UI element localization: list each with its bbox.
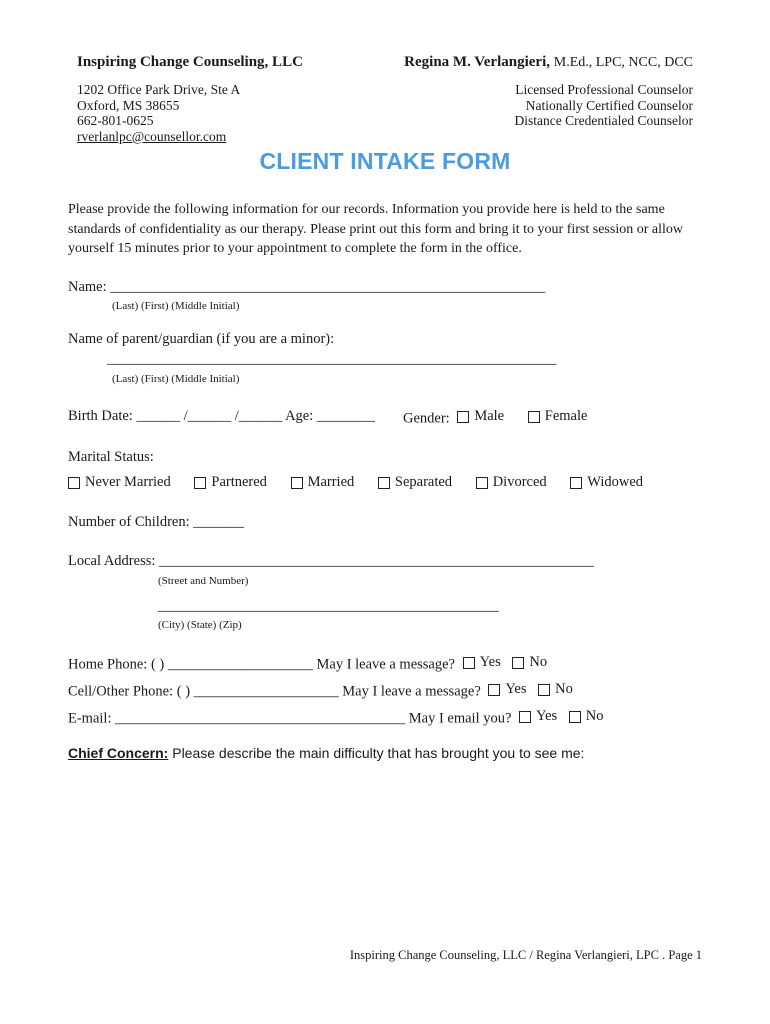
- address-city-field[interactable]: _______________________________________________: [158, 598, 499, 614]
- marital-partnered[interactable]: Partnered: [194, 474, 267, 491]
- marital-separated[interactable]: Separated: [378, 474, 452, 491]
- title-dcc: Distance Credentialed Counselor: [514, 113, 693, 128]
- email-field[interactable]: E-mail: ________________________________________ May I email you?: [68, 710, 512, 727]
- checkbox-home-no[interactable]: [512, 657, 524, 669]
- chief-concern-prompt: Please describe the main difficulty that has brought you to see me:: [168, 745, 585, 761]
- address-hint-city: (City) (State) (Zip): [158, 619, 242, 631]
- chief-concern: [68, 745, 584, 761]
- checkbox-email-yes[interactable]: [519, 711, 531, 723]
- chief-concern-title: Chief Concern:: [68, 745, 169, 761]
- cell-message-no[interactable]: No: [538, 681, 573, 698]
- checkbox-female[interactable]: [528, 411, 540, 423]
- home-phone-field[interactable]: Home Phone: ( ) ____________________ May I leave a message?: [68, 656, 455, 673]
- guardian-hint: (Last) (First) (Middle Initial): [112, 373, 240, 385]
- checkbox-never-married[interactable]: [68, 477, 80, 489]
- home-message-no[interactable]: No: [512, 654, 547, 671]
- name-hint: (Last) (First) (Middle Initial): [112, 300, 240, 312]
- cell-phone-row: [68, 681, 593, 701]
- checkbox-divorced[interactable]: [476, 477, 488, 489]
- email-yes[interactable]: Yes: [519, 708, 557, 725]
- checkbox-male[interactable]: [457, 411, 469, 423]
- title-lpc: Licensed Professional Counselor: [515, 82, 693, 97]
- cell-message-yes[interactable]: Yes: [488, 681, 526, 698]
- company-name: Inspiring Change Counseling, LLC: [77, 54, 303, 70]
- checkbox-email-no[interactable]: [569, 711, 581, 723]
- marital-label: Marital Status:: [68, 449, 154, 465]
- email-no[interactable]: No: [569, 708, 604, 725]
- email-link[interactable]: rverlanlpc@counsellor.com: [77, 128, 227, 144]
- title-ncc: Nationally Certified Counselor: [525, 97, 693, 113]
- checkbox-married[interactable]: [291, 477, 303, 489]
- guardian-label: Name of parent/guardian (if you are a minor):: [68, 331, 335, 347]
- checkbox-cell-no[interactable]: [538, 684, 550, 696]
- intro-paragraph: Please provide the following information for our records. Information you provide here is held to the same standards of confidentiality as our therapy. Please print out this form and bring it to your first session or allow yourself 15 minutes prior to your appointment to complete the form in the office.: [68, 202, 683, 256]
- home-message-yes[interactable]: Yes: [463, 654, 501, 671]
- gender-female-option[interactable]: Female: [528, 408, 588, 425]
- counselor-credentials: M.Ed., LPC, NCC, DCC: [553, 55, 693, 70]
- company-contact: [77, 82, 240, 144]
- marital-married[interactable]: Married: [291, 474, 355, 491]
- checkbox-separated[interactable]: [378, 477, 390, 489]
- gender-group: [403, 408, 607, 428]
- phone-number: 662-801-0625: [77, 113, 154, 128]
- gender-label: Gender:: [403, 410, 450, 427]
- guardian-field[interactable]: ______________________________________________________________: [107, 351, 557, 367]
- address-line-1: 1202 Office Park Drive, Ste A: [77, 82, 241, 97]
- counselor-heading: [404, 54, 693, 71]
- birth-age-field[interactable]: Birth Date: ______ /______ /______ Age: ________: [68, 408, 375, 424]
- page-footer: Inspiring Change Counseling, LLC / Regina Verlangieri, LPC . Page 1: [349, 948, 702, 962]
- marital-divorced[interactable]: Divorced: [476, 474, 547, 491]
- name-field[interactable]: Name: ____________________________________________________________: [68, 279, 546, 295]
- checkbox-partnered[interactable]: [194, 477, 206, 489]
- address-line-2: Oxford, MS 38655: [77, 97, 180, 113]
- counselor-name: Regina M. Verlangieri,: [404, 54, 550, 70]
- checkbox-home-yes[interactable]: [463, 657, 475, 669]
- form-title: CLIENT INTAKE FORM: [259, 148, 511, 174]
- email-row: [68, 708, 624, 728]
- children-field[interactable]: Number of Children: _______: [68, 514, 244, 530]
- checkbox-widowed[interactable]: [570, 477, 582, 489]
- counselor-titles: [515, 82, 693, 129]
- address-hint-street: (Street and Number): [158, 575, 249, 587]
- marital-never-married[interactable]: Never Married: [68, 474, 171, 491]
- gender-male-option[interactable]: Male: [457, 408, 504, 425]
- cell-phone-field[interactable]: Cell/Other Phone: ( ) ____________________ May I leave a message?: [68, 683, 481, 700]
- checkbox-cell-yes[interactable]: [488, 684, 500, 696]
- marital-widowed[interactable]: Widowed: [570, 474, 643, 491]
- home-phone-row: [68, 654, 567, 674]
- marital-options: [68, 474, 663, 494]
- address-field[interactable]: Local Address: ____________________________________________________________: [68, 553, 595, 569]
